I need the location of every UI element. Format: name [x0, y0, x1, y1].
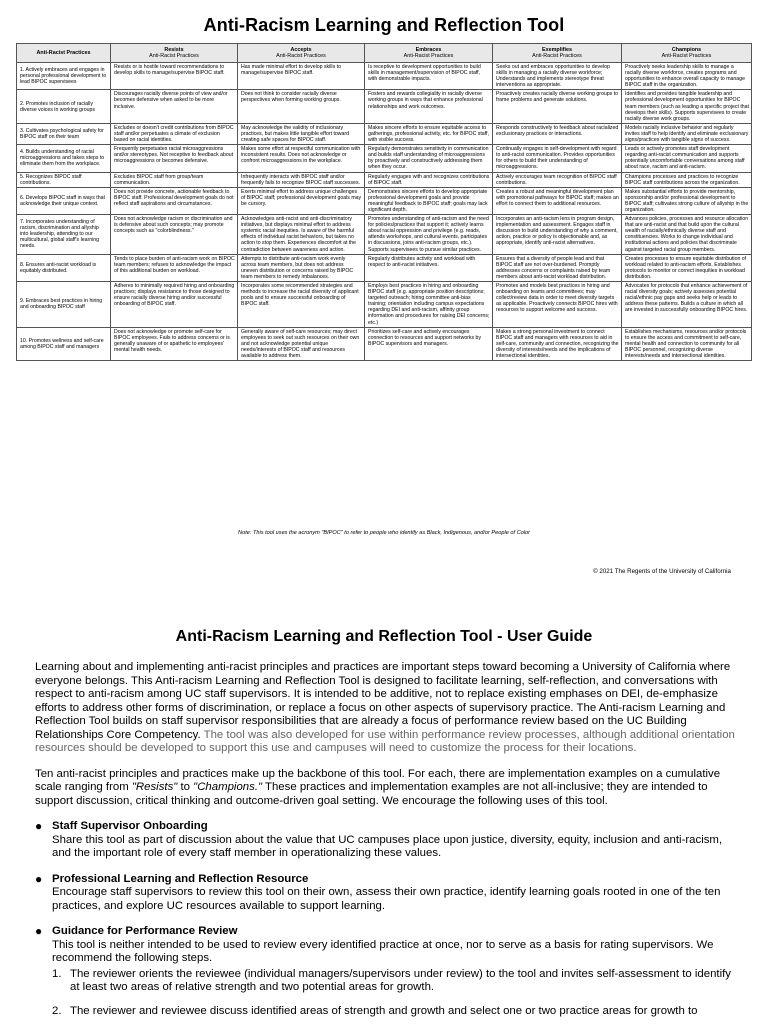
column-header-subtitle: Anti-Racist Practices [149, 53, 199, 59]
column-header-title: Embraces [415, 46, 442, 53]
table-cell: Proactively creates racially diverse working groups to frame problems and generate solutions. [493, 90, 622, 123]
step-number: 2. [52, 1004, 62, 1017]
table-cell: Prioritizes self-care and actively encourages connection to resources and support networks by BIPOC supervisors and managers. [365, 327, 493, 360]
table-row [17, 123, 752, 144]
table-cell: Frequently perpetuates racial microaggressions and/or stereotypes. Not receptive to feedback about microaggressions or becomes defensive. [111, 145, 238, 172]
practice-cell: 2. Promotes inclusion of racially diverse voices in working groups [17, 90, 111, 123]
practices-text-a: Ten anti-racist principles and practices make up the backbone of this tool. For each, there are implementation examples on a cumulative scale ranging from [35, 767, 721, 793]
bullet-icon: ● [35, 871, 43, 886]
list-item [35, 820, 735, 861]
table-cell: Employs best practices in hiring and onboarding BIPOC staff (e.g. appropriate position descriptions; targeted outreach; hiring committee anti-bias training; orientation including campus expectations regarding DEI and anti-racism, affinity group information and procedures for raising DEI concerns; etc.) [365, 282, 493, 328]
table-cell: Incorporates an anti-racism lens in program design, implementation and assessment. Engages staff in discussion to build understanding of why a comment, action, practice or policy is objectionable and, as appropriate, identify anti-racist alternatives. [493, 215, 622, 255]
list-item [35, 873, 735, 914]
table-cell: Has made minimal effort to develop skills to manage/supervise BIPOC staff. [238, 63, 365, 90]
step-text: The reviewer and reviewee discuss identified areas of strength and growth and select one or two practice areas for growth to [70, 1004, 698, 1017]
use-heading: Staff Supervisor Onboarding [52, 820, 208, 832]
table-row [17, 215, 752, 255]
table-cell: Infrequently interacts with BIPOC staff and/or frequently fails to recognize BIPOC staff successes. [238, 172, 365, 187]
practice-cell: 1. Actively embraces and engages in personal professional development to lead BIPOC supervisees [17, 63, 111, 90]
review-steps-list [52, 968, 735, 1019]
table-cell: Does not provide concrete, actionable feedback to BIPOC staff. Professional development goals do not reflect staff aspirations and circumstances. [111, 187, 238, 214]
table-cell: Responds constructively to feedback about racialized exclusionary practices or interactions. [493, 123, 622, 144]
table-cell: Leads or actively promotes staff development regarding anti-racist communication and supports potentially uncomfortable conversations among staff about race, racism and anti-racism. [622, 145, 752, 172]
practice-cell: 8. Ensures anti-racist workload is equitably distributed. [17, 254, 111, 281]
table-cell: Seeks out and embraces opportunities to develop skills in managing a racially diverse workforce; Understands and implements stereotype threat interventions as appropriate. [493, 63, 622, 90]
uses-list [35, 820, 735, 1018]
table-cell: May acknowledge the validity of inclusionary practices, but makes little tangible effort toward creating safe spaces for BIPOC staff. [238, 123, 365, 144]
table-row [17, 172, 752, 187]
table-cell: Proactively seeks leadership skills to manage a racially diverse workforce, creates programs and opportunities to enhance overall capacity to manage BIPOC staff in the organization. [622, 63, 752, 90]
table-cell: Regularly distributes activity and workload with respect to anti-racist initiatives. [365, 254, 493, 281]
table-cell: Ensures that a diversity of people lead and that BIPOC staff are not over-burdened. Promptly addresses concerns or complaints raised by team members about anti-racist workload distribution. [493, 254, 622, 281]
user-guide-title: Anti-Racism Learning and Reflection Tool - User Guide [175, 628, 593, 645]
table-cell: Advocates for protocols that enhance achievement of racial diversity goals; actively assesses potential racial/ethnic pay gaps and seeks help or leads to address these patterns. Builds a culture in which all are invested in successfully onboarding BIPOC hires. [622, 282, 752, 328]
table-cell: Is receptive to development opportunities to build skills in management/supervision of BIPOC staff, with demonstrable impacts. [365, 63, 493, 90]
table-cell: Tends to place burden of anti-racism work on BIPOC team members; refuses to acknowledge the impact of this additional burden on workload. [111, 254, 238, 281]
tool-title: Anti-Racism Learning and Reflection Tool [203, 15, 565, 35]
column-header-title: Resists [164, 46, 184, 53]
table-cell: Excludes or doesn't credit contributions from BIPOC staff and/or perpetuates a climate of exclusion based on racial identities. [111, 123, 238, 144]
practice-cell: 10. Promotes wellness and self-care among BIPOC staff and managers [17, 327, 111, 360]
bullet-icon: ● [35, 924, 43, 938]
review-step [52, 1005, 735, 1019]
practice-cell: 5. Recognizes BIPOC staff contributions. [17, 172, 111, 187]
table-cell: Regularly demonstrates sensitivity in communication and builds staff understanding of microaggressions by proactively and constructively addressing them when they occur. [365, 145, 493, 172]
table-cell: Creates processes to ensure equitable distribution of workload related to anti-racism efforts. Establishes protocols to monitor or correct inequities in workload distribution. [622, 254, 752, 281]
table-cell: Acknowledges anti-racist and anti-discriminatory initiatives, but displays minimal effort to address systemic racial inequities. Is aware of the harmful effects of individual racist behaviors, but takes no action to stop them. Experiences discomfort at the contradiction between awareness and action. [238, 215, 365, 255]
use-text: This tool is neither intended to be used to review every identified practice at once, nor to serve as a basis for rating supervisors. We recommend the following steps. [52, 938, 714, 964]
column-header [17, 44, 111, 63]
column-header [622, 44, 752, 63]
table-cell: Creates a robust and meaningful development plan with promotional pathways for BIPOC staff; makes an effort to connect them to additional resources. [493, 187, 622, 214]
intro-muted-text: The tool was also developed for use within performance review processes, although additional orientation resources should be developed to support this use and campuses will need to customize the process for their locations. [35, 728, 735, 754]
table-cell: Fosters and rewards collegiality in racially diverse working groups in ways that enhance professional relationships and work outcomes. [365, 90, 493, 123]
step-number: 1. [52, 967, 62, 980]
champions-term: "Champions." [193, 781, 263, 793]
table-row [17, 282, 752, 328]
column-header-title: Accepts [290, 46, 312, 53]
table-row [17, 187, 752, 214]
table-cell: Promotes understanding of anti-racism and the need for policies/practices that support it; actively learns about racial oppression and privilege (e.g. reads, attends workshops, and cultural events, participates in discussions, joins anti-racism groups, etc.). Supports supervisees to pursue similar practices. [365, 215, 493, 255]
table-cell: Makes some effort at respectful communication with inconsistent results. Does not acknowledge or confront microaggressions in the workplace. [238, 145, 365, 172]
table-row [17, 63, 752, 90]
table-cell: Adheres to minimally required hiring and onboarding practices; displays resistance to those designed to ensure racially diverse hiring and/or successful onboarding of BIPOC staff. [111, 282, 238, 328]
intro-text: Learning about and implementing anti-racist principles and practices are important steps toward becoming a University of California where everyone belongs. This Anti-racism Learning and Reflection Tool is designed to facilitate learning, self-reflection, and conversations with respect to anti-racism among UC staff supervisors. It is intended to be additive, not to replace existing emphases on DEI, de-emphasize efforts to address other forms of discrimination, or replace a focus on other aspects of supervisory practice. The Anti-racism Learning and Reflection Tool builds on staff supervisor responsibilities that are already a focus of performance review based on the UC Building Relationships Core Competency. [35, 661, 731, 741]
practices-text-b: to [177, 781, 194, 793]
table-row [17, 145, 752, 172]
table-cell: Regularly engages with and recognizes contributions of BIPOC staff. [365, 172, 493, 187]
column-header-title: Anti-Racist Practices [36, 49, 91, 56]
practice-cell: 6. Develops BIPOC staff in ways that acknowledge their unique context. [17, 187, 111, 214]
table-cell: Makes sincere efforts to ensure equitable access to gatherings, professional activity, etc. for BIPOC staff, with visible success. [365, 123, 493, 144]
list-item [35, 925, 735, 1018]
review-step [52, 968, 735, 995]
table-cell: Continually engages in self-development with regard to anti-racist communication. Provides opportunities for others to build their understanding of microaggressions. [493, 145, 622, 172]
table-cell: Advances policies, processes and resource allocation that are anti-racist and that build upon the cultural wealth of racially/ethnically diverse staff and constituencies. Works to change individual and institutional actions and policies that discriminate against targeted racial group members. [622, 215, 752, 255]
table-cell: Resists or is hostile toward recommendations to develop skills to manage/supervise BIPOC staff. [111, 63, 238, 90]
table-cell: Does not think to consider racially diverse perspectives when forming working groups. [238, 90, 365, 123]
copyright: © 2021 The Regents of the University of California [593, 568, 731, 575]
practices-text-c: These practices and implementation examples are not all-inclusive; they are intended to support discussion, critical thinking and outcome-driven goal setting. We encourage the following uses of this tool. [35, 781, 708, 807]
table-cell: Promotes and models best practices in hiring and onboarding on teams and committees; may collect/review data in order to meet diversity targets as applicable. Proactively connects BIPOC hires with resources to support welcome and success. [493, 282, 622, 328]
resists-term: "Resists" [131, 781, 178, 793]
column-header [365, 44, 493, 63]
table-cell: Generally aware of self-care resources; may direct employees to seek out such resources on their own and not acknowledge potential unique needs/interests of BIPOC staff and resources available to address them. [238, 327, 365, 360]
reflection-tool-table [16, 43, 752, 361]
practice-cell: 4. Builds understanding of racial microaggressions and takes steps to eliminate them from the workplace. [17, 145, 111, 172]
table-cell: Models racially inclusive behavior and regularly invites staff to help identify and eliminate exclusionary signs/practices with tangible signs of success. [622, 123, 752, 144]
table-body [17, 63, 752, 361]
use-heading: Professional Learning and Reflection Resource [52, 872, 309, 885]
table-cell: Identifies and provides tangible leadership and professional development opportunities for BIPOC team members (such as leading a specific project that develops their skills). Supports supervisees to create racially diverse work groups. [622, 90, 752, 123]
column-header [493, 44, 622, 63]
table-cell: Discourages racially diverse points of view and/or becomes defensive when asked to be more inclusive. [111, 90, 238, 123]
table-cell: Attempts to distribute anti-racism work evenly across team members, but does not address uneven distribution or concerns raised by BIPOC team members to remedy imbalances. [238, 254, 365, 281]
table-cell: Establishes mechanisms, resources and/or protocols to ensure the access and commitment to self-care, mental health and connection to community for all BIPOC personnel, recognizing diverse interests/needs and intersectional identities. [622, 327, 752, 360]
practices-paragraph [35, 768, 735, 809]
table-row [17, 254, 752, 281]
table-cell: Does not acknowledge racism or discrimination and is defensive about such concepts; may promote concepts such as "colorblindness." [111, 215, 238, 255]
table-cell: Champions processes and practices to recognize BIPOC staff contributions across the organization. [622, 172, 752, 187]
use-text: Share this tool as part of discussion about the value that UC campuses place upon justice, diversity, equity, inclusion and anti-racism, and the important role of every staff member in operationalizing these values. [52, 833, 723, 859]
intro-paragraph [35, 661, 735, 756]
column-header-subtitle: Anti-Racist Practices [403, 53, 454, 59]
table-header-row [17, 44, 752, 63]
user-guide-body [35, 661, 735, 1030]
table-cell: Makes a strong personal investment to connect BIPOC staff and managers with resources to aid in self-care, community and connection, recognizing the diversity of interests/needs and the implications of intersectional identities. [493, 327, 622, 360]
column-header [111, 44, 238, 63]
practice-cell: 7. Incorporates understanding of racism, discrimination and allyship into leadership, attending to our multicultural, global staff's learning needs. [17, 215, 111, 255]
column-header-subtitle: Anti-Racist Practices [661, 53, 712, 59]
acronym-note: Note: This tool uses the acronym "BIPOC" to refer to people who identify as Black, Indigenous, and/or People of Color [238, 530, 530, 536]
practice-cell: 9. Embraces best practices in hiring and onboarding BIPOC staff [17, 282, 111, 328]
use-text: Encourage staff supervisors to review this tool on their own, assess their own practice, identify learning goals rooted in one of the ten practices, and explore UC resources available to support learning. [52, 886, 721, 912]
column-header-subtitle: Anti-Racist Practices [532, 53, 582, 59]
table-cell: Actively encourages team recognition of BIPOC staff contributions. [493, 172, 622, 187]
table-cell: Incorporates some recommended strategies and methods to increase the racial diversity of applicant pools and to ensure successful onboarding of BIPOC staff. [238, 282, 365, 328]
table-cell: Excludes BIPOC staff from group/team communication. [111, 172, 238, 187]
use-heading: Guidance for Performance Review [52, 925, 238, 937]
step-text: The reviewer orients the reviewee (individual managers/supervisors under review) to the tool and invites self-assessment to identify at least two areas of relative strength and two potential areas for growth. [70, 967, 731, 993]
bullet-icon: ● [35, 819, 43, 833]
table-row [17, 90, 752, 123]
column-header [238, 44, 365, 63]
table-cell: Does not acknowledge or promote self-care for BIPOC employees. Fails to address concerns or is generally unaware of or apathetic to employees' mental health needs. [111, 327, 238, 360]
practice-cell: 3. Cultivates psychological safety for BIPOC staff on their team [17, 123, 111, 144]
column-header-title: Exemplifies [542, 46, 572, 53]
column-header-subtitle: Anti-Racist Practices [276, 53, 326, 59]
table-cell: Demonstrates sincere efforts to develop appropriate professional development goals and provide meaningful feedback to BIPOC staff; goals may lack significant depth. [365, 187, 493, 214]
table-cell: Makes substantial efforts to provide mentorship, sponsorship and/or professional development to BIPOC staff; cultivates strong culture of allyship in the organization. [622, 187, 752, 214]
column-header-title: Champions [671, 46, 702, 53]
table-row [17, 327, 752, 360]
table-cell: Exerts minimal effort to address unique challenges of BIPOC staff; professional development goals may be cursory. [238, 187, 365, 214]
